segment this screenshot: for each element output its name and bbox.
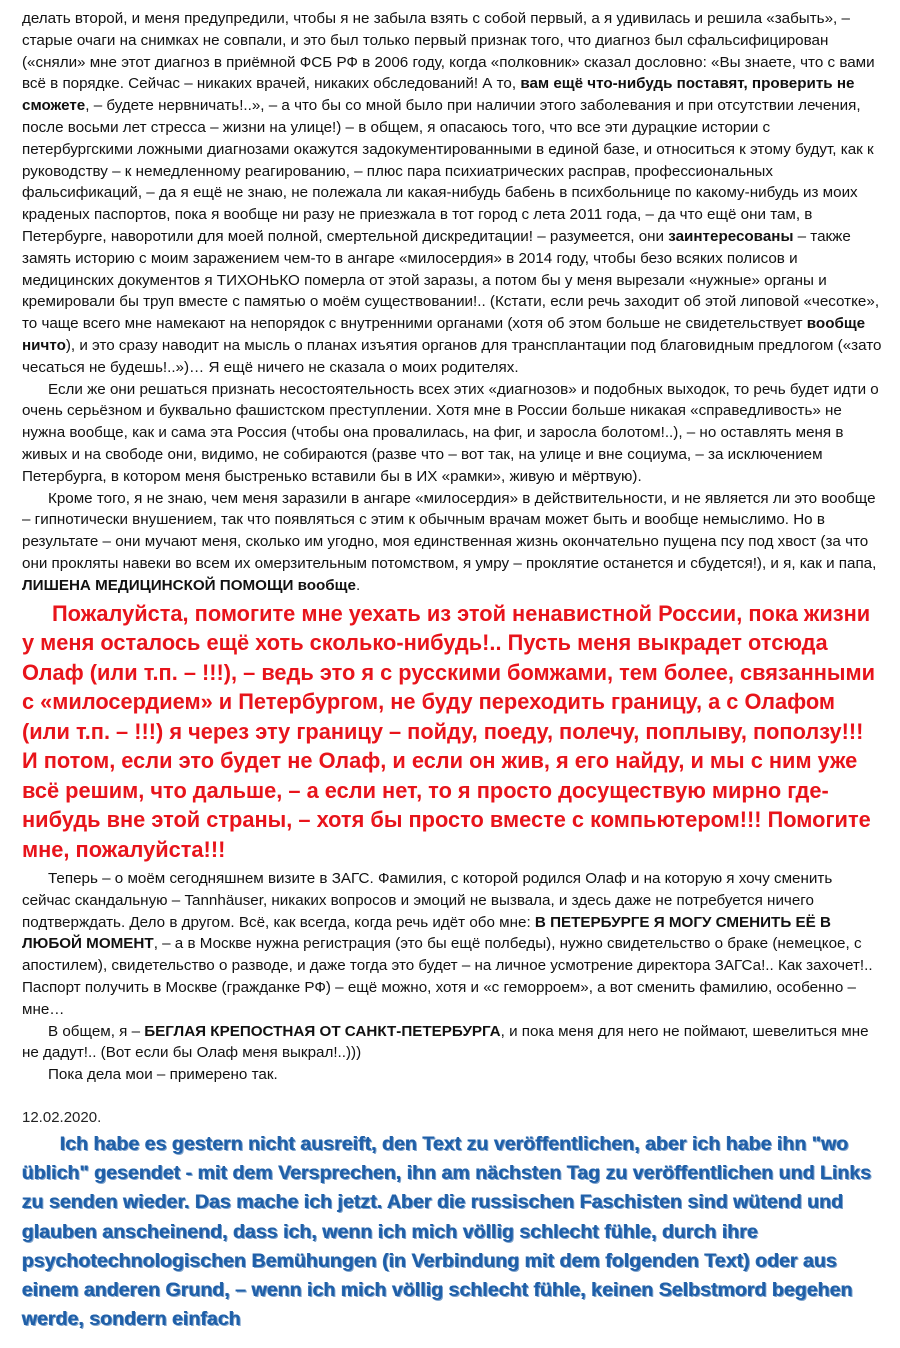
text-run: В общем, я – xyxy=(48,1022,145,1040)
text-run: – также замять историю с моим заражением чем-то в ангаре «милосердия» в 2014 году, чтобы безо всяких полисов и медицинских документов я ТИХОНЬКО померла от этой заразы, а потом бы у меня вырезали «нужные» органы и кремировали бы труп вместе с памятью о моём существовании!.. (Кстати, если речь заходит об этой липовой «чесотке», то чаще всего мне намекают на непорядок с внутренними органами (хотя об этом больше не свидетельствует xyxy=(22,227,880,333)
text-run: Кроме того, я не знаю, чем меня заразили в ангаре «милосердия» в действительности, и не является ли это вообще – гипнотически внушением, так что появляться с этим к обычным врачам может быть и вообще немыслимо. Но в результате – они мучают меня, сколько им угодно, моя единственная жизнь окончательно пущена псу под хвост (за что они прокляты навеки во всем их омерзительным потомством, я умру – проклятие останется и сбудется!), и я, как и папа, xyxy=(22,489,877,572)
bold-run: вам ещё что-нибудь поставят, проверить не сможете xyxy=(22,75,855,115)
text-run: , и пока меня для него не поймают, шевелиться мне не дадут!.. (Вот если бы Олаф меня выкрал!..))) xyxy=(22,1022,869,1062)
paragraph-6: Пока дела мои – примерено так. xyxy=(48,1066,278,1084)
blue-german-text: Ich habe es gestern nicht ausreift, den Text zu veröffentlichen, aber ich habe ihn "wo üblich" gesendet - mit dem Versprechen, ihn am nächsten Tag zu veröffentlichen und Links zu senden wieder. Das mache ich jetzt. Aber die russischen Faschisten sind wütend und glauben anscheinend, dass ich, wenn ich mich völlig schlecht fühle, durch ihre psychotechnologischen Bemühungen (in Verbindung mit dem folgenden Text) oder aus einem anderen Grund, – wenn ich mich völlig schlecht fühle, keinen Selbstmord begehen werde, sondern einfach xyxy=(22,1132,872,1331)
text-run: делать второй, и меня предупредили, чтобы я не забыла взять с собой первый, а я удивилась и решила «забыть», – старые очаги на снимках не совпали, и это был только первый признак того, что диагноз был сфальсифицирован («сняли» мне этот диагноз в приёмной ФСБ РФ в 2006 году, когда «полковник» сказал дословно: «Вы знаете, что с вами всё в порядке. Сейчас – никаких врачей, никаких обследований! А то, xyxy=(22,10,875,93)
text-run: Теперь – о моём сегодняшнем визите в ЗАГС. Фамилия, с которой родился Олаф и на которую я хочу сменить сейчас скандальную – Tannhäuser, никаких вопросов и эмоций не вызвала, и здесь даже не потребуется ничего подтверждать. Дело в другом. Всё, как всегда, когда речь идёт обо мне: xyxy=(22,870,833,931)
paragraph-2: Если же они решаться признать несостоятельность всех этих «диагнозов» и подобных выходок, то речь будет идти о очень серьёзном и буквально фашистском преступлении. Хотя мне в России больше никакая «справедливость» не нужна вообще, как и сама эта Россия (чтобы она провалилась, на фиг, и заросла болотом!..), – но оставлять меня в живых и на свободе они, видимо, не собираются (разве что – вот так, на улице и вне социума, – за исключением Петербурга, в котором меня быстренько вставили бы в ИХ «рамки», живую и мёртвую). xyxy=(22,380,879,485)
date-line: 12.02.2020. xyxy=(22,1108,102,1126)
bold-run: В ПЕТЕРБУРГЕ Я МОГУ СМЕНИТЬ ЕЁ В ЛЮБОЙ МОМЕНТ xyxy=(22,913,831,953)
bold-run: вообще ничто xyxy=(22,315,866,354)
bold-run: ЛИШЕНА МЕДИЦИНСКОЙ ПОМОЩИ вообще xyxy=(22,576,356,594)
text-run: , – а в Москве нужна регистрация (это бы ещё полбеды), нужно свидетельство о браке (немецкое, с апостилем), свидетельство о разводе, и даже тогда это будет – на личное усмотрение директора ЗАГСа!.. Как захочет!.. Паспорт получить в Москве (гражданке РФ) – ещё можно, хотя и «с геморроем», а вот сменить фамилию, особенно – мне… xyxy=(22,935,873,1018)
paragraph-4 xyxy=(22,868,882,1021)
bold-run: БЕГЛАЯ КРЕПОСТНАЯ ОТ САНКТ-ПЕТЕРБУРГА xyxy=(144,1022,501,1040)
paragraph-3 xyxy=(22,488,882,597)
text-run: ), и это сразу наводит на мысль о планах изъятия органов для трансплантации под благовидным предлогом («зато чесаться не будешь!..»)… Я ещё ничего не сказала о моих родителях. xyxy=(22,336,882,376)
red-appeal-text: Пожалуйста, помогите мне уехать из этой ненавистной России, пока жизни у меня осталось ещё хоть сколько-нибудь!.. Пусть меня выкрадет отсюда Олаф (или т.п. – !!!), – ведь это я с русскими бомжами, тем более, связанными с «милосердием» и Петербургом, не буду переходить границу, а с Олафом (или т.п. – !!!) я через эту границу – пойду, поеду, полечу, поплыву, поползу!!! И потом, если это будет не Олаф, и если он жив, я его найду, и мы с ним уже всё решим, что дальше, – а если нет, то я просто досуществую мирно где-нибудь вне этой страны, – хотя бы просто вместе с компьютером!!! Помогите мне, пожалуйста!!! xyxy=(22,600,876,862)
text-run: , – будете нервничать!..», – а что бы со мной было при наличии этого заболевания и при отсутствии лечения, после восьми лет стресса – жизни на улице!) – в общем, я опасаюсь того, что все эти дурацкие истории с петербургскими ложными диагнозами окажутся задокументированными в единой базе, и относиться к этому будут, как к руководству – к немедленному реагированию, – плюс пара психиатрических расправ, профессиональных фальсификаций, – да я ещё не знаю, не полежала ли какая-нибудь бабень в психбольнице по какому-нибудь из моих краденых паспортов, пока я вообще ни разу не приезжала в тот город с лета 2011 года, – да что ещё они там, в Петербурге, наворотили для моей полной, смертельной дискредитации! – разумеется, они xyxy=(22,97,874,245)
paragraph-1 xyxy=(22,8,882,379)
text-run: . xyxy=(355,576,361,594)
bold-run: заинтересованы xyxy=(668,227,794,245)
paragraph-5 xyxy=(22,1021,882,1065)
